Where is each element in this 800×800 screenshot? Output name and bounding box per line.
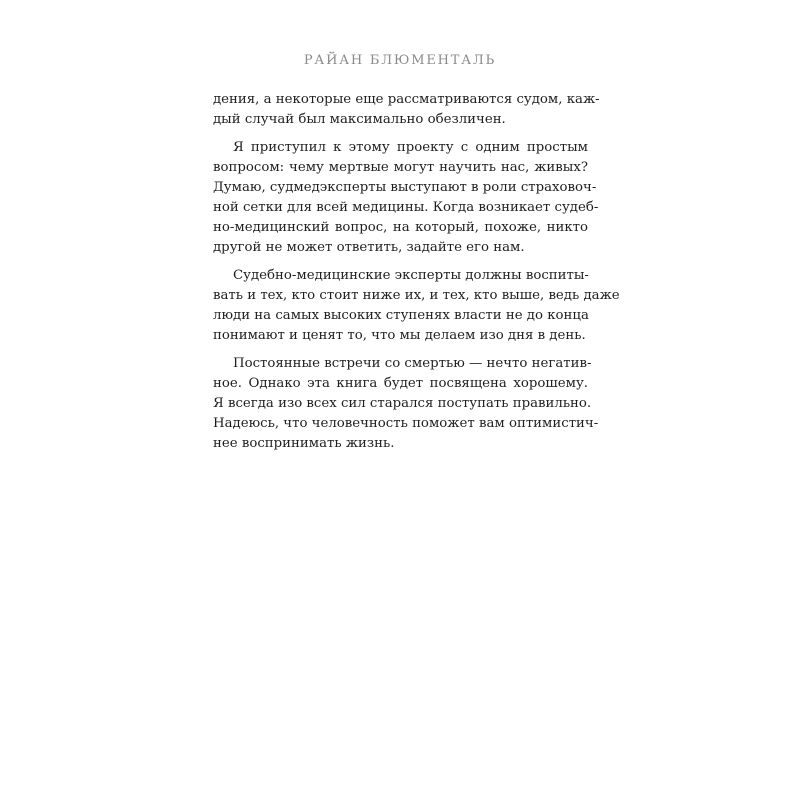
text-line: ное. Однако эта книга будет посвящена хорошему. [213, 376, 588, 391]
text-line: Я приступил к этому проекту с одним простым [233, 140, 588, 155]
text-line: Судебно-медицинские эксперты должны воспиты- [233, 268, 589, 283]
text-line: другой не может ответить, задайте его нам. [213, 240, 525, 255]
text-line: люди на самых высоких ступенях власти не до конца [213, 308, 589, 323]
text-line: Я всегда изо всех сил старался поступать правильно. [213, 396, 592, 411]
running-head: РАЙАН БЛЮМЕНТАЛЬ [303, 53, 497, 68]
body-text [213, 90, 620, 462]
text-line: Надеюсь, что человечность поможет вам оптимистич- [213, 416, 599, 431]
paragraph [213, 266, 620, 346]
text-line: вать и тех, кто стоит ниже их, и тех, кто выше, ведь даже [213, 288, 620, 303]
text-line: Постоянные встречи со смертью — нечто негатив- [233, 356, 592, 371]
text-line: ной сетки для всей медицины. Когда возникает судеб- [213, 200, 599, 215]
text-line: но-медицинский вопрос, на который, похоже, никто [213, 220, 588, 235]
text-line: Думаю, судмедэксперты выступают в роли страховоч- [213, 180, 597, 195]
text-line: нее воспринимать жизнь. [213, 436, 395, 451]
paragraph [213, 138, 599, 258]
text-line: понимают и ценят то, что мы делаем изо дня в день. [213, 328, 586, 343]
text-line: дения, а некоторые еще рассматриваются судом, каж- [213, 92, 600, 107]
text-line: вопросом: чему мертвые могут научить нас, живых? [213, 160, 588, 175]
text-line: дый случай был максимально обезличен. [213, 112, 506, 127]
paragraph [213, 354, 599, 454]
paragraph [213, 90, 600, 130]
